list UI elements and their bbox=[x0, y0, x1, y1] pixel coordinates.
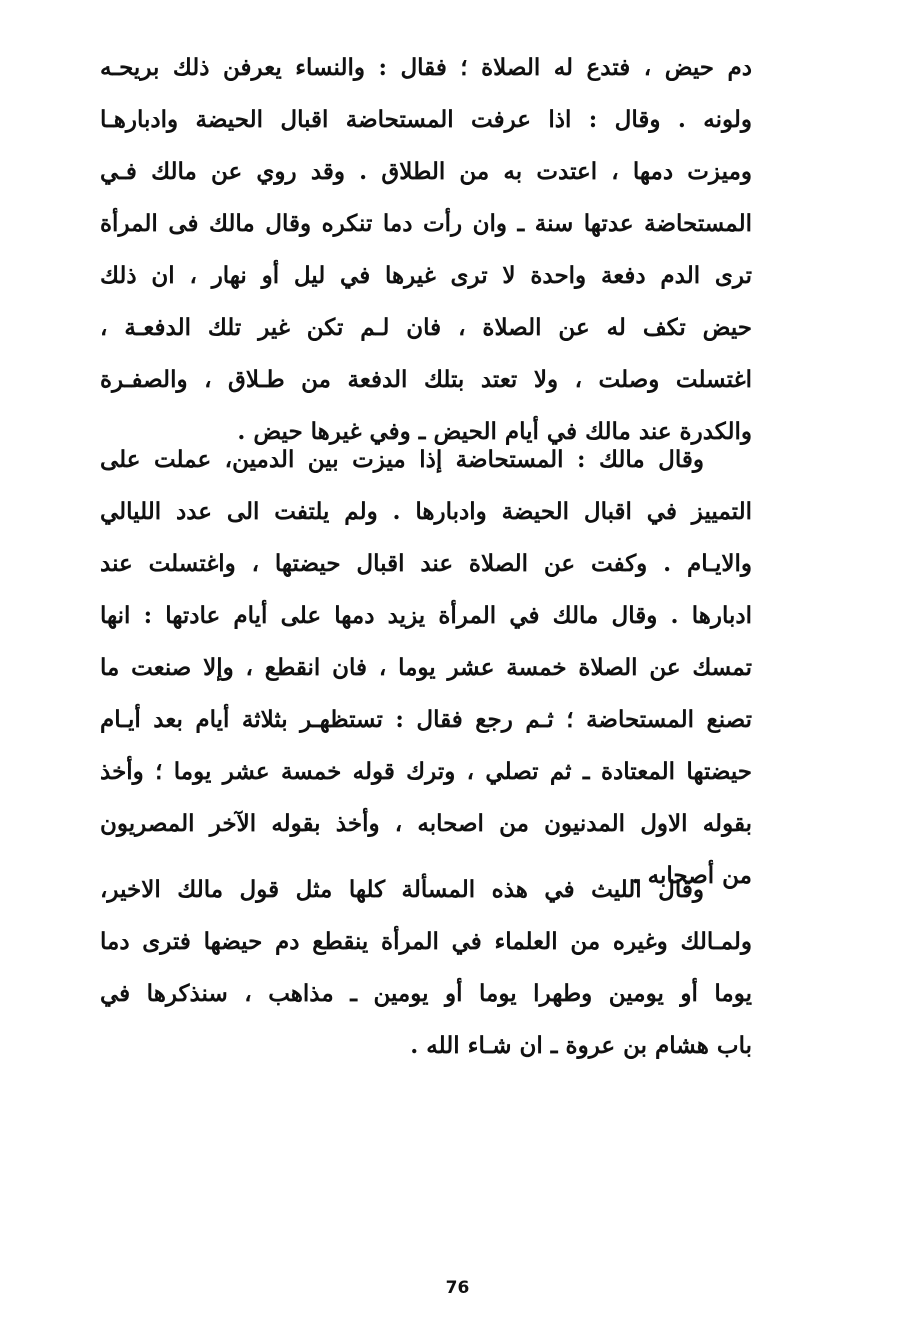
text-line: دم حيض ، فتدع له الصلاة ؛ فقال : والنساء يعرفن ذلك بريحـه bbox=[100, 54, 752, 81]
text-line: وقال مالك : المستحاضة إذا ميزت بين الدمين، عملت على bbox=[100, 446, 704, 473]
text-line: ولمـالك وغيره من العلماء في المرأة ينقطع دم حيضها فترى دما bbox=[100, 928, 752, 955]
text-line: يوما أو يومين وطهرا يوما أو يومين ـ مذاهب ، سنذكرها في bbox=[100, 980, 752, 1007]
text-line: ولونه . وقال : اذا عرفت المستحاضة اقبال الحيضة وادبارهـا bbox=[100, 106, 752, 133]
page-number: 76 bbox=[445, 1278, 470, 1298]
paragraph-2 bbox=[100, 434, 752, 902]
text-line: والايـام . وكفت عن الصلاة عند اقبال حيضتها ، واغتسلت عند bbox=[100, 550, 752, 577]
text-line: حيضتها المعتادة ـ ثم تصلي ، وترك قوله خمسة عشر يوما ؛ وأخذ bbox=[100, 758, 752, 785]
text-line: التمييز في اقبال الحيضة وادبارها . ولم يلتفت الى عدد الليالي bbox=[100, 498, 752, 525]
text-line: وميزت دمها ، اعتدت به من الطلاق . وقد روي عن مالك فـي bbox=[100, 158, 752, 185]
text-line: تمسك عن الصلاة خمسة عشر يوما ، فان انقطع ، وإلا صنعت ما bbox=[100, 654, 752, 681]
paragraph-1 bbox=[100, 42, 752, 458]
text-line: تصنع المستحاضة ؛ ثـم رجع فقال : تستظهـر بثلاثة أيام بعد أيـام bbox=[100, 706, 752, 733]
text-line: والكدرة عند مالك في أيام الحيض ـ وفي غيرها حيض . bbox=[237, 418, 752, 445]
text-line: ادبارها . وقال مالك في المرأة يزيد دمها على أيام عادتها : انها bbox=[100, 602, 752, 629]
text-line: حيض تكف له عن الصلاة ، فان لـم تكن غير تلك الدفعـة ، bbox=[100, 314, 752, 341]
text-line: اغتسلت وصلت ، ولا تعتد بتلك الدفعة من طـلاق ، والصفـرة bbox=[100, 366, 752, 393]
text-line: من أصحابه . bbox=[631, 862, 752, 889]
paragraph-3 bbox=[100, 864, 752, 1072]
text-line: باب هشام بن عروة ـ ان شـاء الله . bbox=[410, 1032, 752, 1059]
text-line: المستحاضة عدتها سنة ـ وان رأت دما تنكره وقال مالك فى المرأة bbox=[100, 210, 752, 237]
text-line: ترى الدم دفعة واحدة لا ترى غيرها في ليل أو نهار ، ان ذلك bbox=[100, 262, 752, 289]
text-line: بقوله الاول المدنيون من اصحابه ، وأخذ بقوله الآخر المصريون bbox=[100, 810, 752, 837]
text-line: وقال الليث في هذه المسألة كلها مثل قول مالك الاخير، bbox=[100, 876, 704, 903]
